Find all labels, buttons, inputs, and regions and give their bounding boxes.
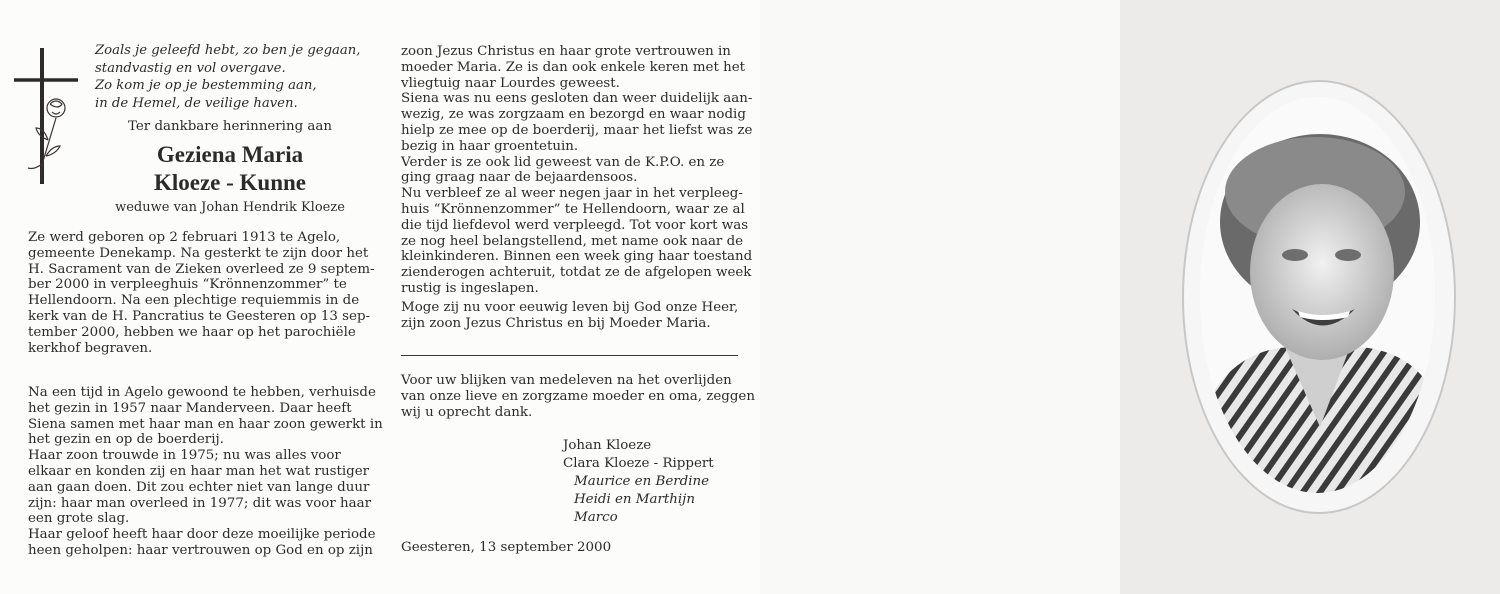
life-story-continued — [401, 44, 753, 297]
signer-name: Marco — [574, 510, 618, 525]
text-line: Moge zij nu voor eeuwig leven bij God onze Heer, — [401, 300, 739, 315]
text-line: vliegtuig naar Lourdes geweest. — [401, 75, 620, 91]
text-line: bezig in haar groentetuin. — [401, 138, 579, 154]
text-line: Haar zoon trouwde in 1975; nu was alles voor — [28, 448, 341, 464]
life-story-paragraph — [28, 385, 383, 559]
family-signatures — [563, 437, 714, 527]
text-line: ze nog heel belangstellend, met name ook naar de — [401, 233, 744, 249]
text-line: hielp ze mee op de boerderij, maar het liefst was ze — [401, 122, 753, 138]
text-line: kerkhof begraven. — [28, 340, 153, 356]
text-line: Verder is ze ook lid geweest van de K.P.O. en ze — [401, 154, 725, 170]
text-line: heen geholpen: haar vertrouwen op God en op zijn — [28, 542, 373, 558]
text-line: kerk van de H. Pancratius te Geesteren op 13 sep- — [28, 308, 371, 324]
text-line: huis “Krönnenzommer” te Hellendoorn, waar ze al — [401, 201, 745, 217]
text-line: kleinkinderen. Binnen een week ging haar toestand — [401, 249, 753, 265]
widow-line: weduwe van Johan Hendrik Kloeze — [115, 200, 345, 215]
place-and-date: Geesteren, 13 september 2000 — [401, 540, 612, 555]
prayer-paragraph — [401, 300, 738, 332]
text-line: zijn zoon Jezus Christus en bij Moeder Maria. — [401, 315, 711, 331]
thanks-paragraph — [401, 373, 755, 420]
text-line: ging graag naar de bejaardensoos. — [401, 170, 638, 186]
poem — [95, 42, 395, 112]
text-line: van onze lieve en zorgzame moeder en oma, zeggen — [401, 388, 755, 404]
poem-line: standvastig en vol overgave. — [95, 60, 286, 76]
text-line: tember 2000, hebben we haar op het parochiële — [28, 324, 356, 340]
text-line: het gezin in 1957 naar Manderveen. Daar heeft — [28, 400, 352, 416]
biography-paragraph — [28, 230, 375, 356]
text-line: elkaar en konden zij en haar man het wat rustiger — [28, 463, 370, 479]
text-line: wezig, ze was zorgzaam en bezorgd en waar nodig — [401, 107, 746, 123]
text-line: wij u oprecht dank. — [401, 404, 533, 420]
deceased-name — [40, 141, 420, 197]
portrait-photo — [1200, 97, 1435, 493]
text-line: moeder Maria. Ze is dan ook enkele keren met het — [401, 59, 746, 75]
signer-name: Heidi en Marthijn — [574, 492, 695, 507]
text-line: rustig is ingeslapen. — [401, 280, 539, 296]
text-line: gemeente Denekamp. Na gesterkt te zijn door het — [28, 245, 369, 261]
text-line: H. Sacrament van de Zieken overleed ze 9 septem- — [28, 261, 375, 277]
remembrance-heading: Ter dankbare herinnering aan — [127, 119, 333, 134]
text-line: Nu verbleef ze al weer negen jaar in het verpleeg- — [401, 186, 743, 202]
text-line: Haar geloof heeft haar door deze moeilijke periode — [28, 527, 376, 543]
text-line: Ze werd geboren op 2 februari 1913 te Agelo, — [28, 230, 341, 245]
text-line: zienderogen achteruit, totdat ze de afgelopen week — [401, 265, 752, 281]
text-line: Siena samen met haar man en haar zoon gewerkt in — [28, 416, 383, 432]
text-line: die tijd liefdevol werd verpleegd. Tot voor kort was — [401, 217, 749, 233]
text-line: ber 2000 in verpleeghuis “Krönnenzommer” te — [28, 277, 347, 293]
poem-line: in de Hemel, de veilige haven. — [95, 95, 298, 111]
name-line-first: Geziena Maria — [156, 142, 304, 167]
name-line-surname: Kloeze - Kunne — [153, 170, 307, 195]
text-line: Na een tijd in Agelo gewoond te hebben, verhuisde — [28, 385, 376, 400]
text-line: een grote slag. — [28, 511, 130, 527]
text-line: Siena was nu eens gesloten dan weer duidelijk aan- — [401, 91, 753, 107]
poem-line: Zo kom je op je bestemming aan, — [95, 78, 317, 93]
text-line: Voor uw blijken van medeleven na het overlijden — [401, 373, 732, 388]
text-line: het gezin en op de boerderij. — [28, 432, 224, 448]
portrait-illustration — [1200, 97, 1435, 493]
text-line: zoon Jezus Christus en haar grote vertrouwen in — [401, 44, 731, 59]
text-line: aan gaan doen. Dit zou echter niet van lange duur — [28, 479, 370, 495]
signer-name: Maurice en Berdine — [574, 474, 710, 489]
divider-line — [401, 355, 738, 356]
signer-name: Clara Kloeze - Rippert — [563, 456, 714, 471]
signer-name: Johan Kloeze — [563, 438, 652, 453]
card-blank-panel — [760, 0, 1120, 594]
text-line: zijn: haar man overleed in 1977; dit was voor haar — [28, 495, 372, 511]
text-line: Hellendoorn. Na een plechtige requiemmis in de — [28, 293, 360, 309]
poem-line: Zoals je geleefd hebt, zo ben je gegaan, — [95, 43, 361, 58]
